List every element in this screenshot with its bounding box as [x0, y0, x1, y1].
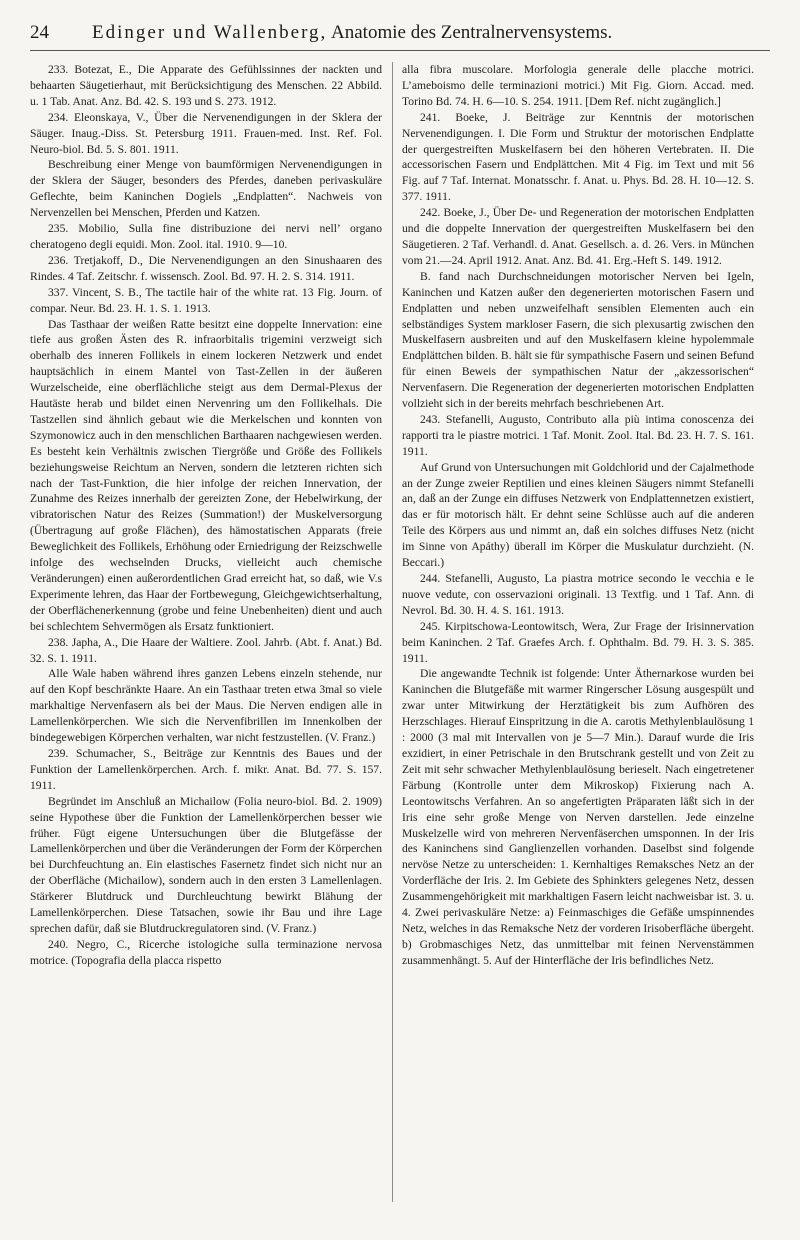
- right-column: [402, 62, 754, 1227]
- running-title: [92, 22, 612, 44]
- paragraph: 241. Boeke, J. Beiträge zur Kenntnis der motorischen Nervenendigungen. I. Die Form und Struktur der motorischen Endplatte der quergestreiften Muskelfasern bei den höheren Vertebraten. II. Die accessorischen Fasern und Endplättchen. Mit 4 Fig. im Text und mit 56 Fig. auf 7 Taf. Internat. Monatsschr. f. Anat. u. Phys. Bd. 28. H. 10—12. S. 377. 1911.: [402, 110, 754, 204]
- paragraph: Beschreibung einer Menge von baumförmigen Nervenendigungen in der Sklera der Säuger, besonders des Pferdes, daneben perivaskuläre Geflechte, beim Kaninchen Dogiels „Endplatten“. Nachweis von Nervenzellen bei Menschen, Pferden und Katzen.: [30, 158, 382, 220]
- paragraph: 244. Stefanelli, Augusto, La piastra motrice secondo le vecchia e le nuove vedute, con osservazioni originali. 13 Textfig. und 1 Taf. Ann. di Nevrol. Bd. 30. H. 4. S. 161. 1913.: [402, 572, 754, 617]
- paragraph: 240. Negro, C., Ricerche istologiche sulla terminazione nervosa motrice. (Topografia della placca rispetto: [30, 937, 382, 967]
- paragraph: 238. Japha, A., Die Haare der Waltiere. Zool. Jahrb. (Abt. f. Anat.) Bd. 32. S. 1. 1911.: [30, 635, 382, 665]
- paragraph: 245. Kirpitschowa-Leontowitsch, Wera, Zur Frage der Irisinnervation beim Kaninchen. 2 Taf. Graefes Arch. f. Ophthalm. Bd. 79. H. 3. S. 385. 1911.: [402, 619, 754, 665]
- column-divider: [392, 62, 393, 1202]
- paragraph: Auf Grund von Untersuchungen mit Goldchlorid und der Cajalmethode an der Zunge zweier Reptilien und eines kleinen Säugers nimmt Stefanelli an, daß an der Zunge ein diffuses Netzwerk von Endplattennetzen existiert, das er für motorisch hält. Er dehnt seine Schlüsse auch auf die anderen Teile des Körpers aus und nimmt an, daß ein solches diffuses Netz (nicht im Sinne von Apáthy) überall im Körper die Muskulatur durchzieht. (N. Beccari.): [402, 460, 754, 570]
- paragraph: 239. Schumacher, S., Beiträge zur Kenntnis des Baues und der Funktion der Lamellenkörperchen. Arch. f. mikr. Anat. Bd. 77. S. 157. 1911.: [30, 746, 382, 792]
- text-body: [30, 62, 770, 1227]
- left-column: [30, 62, 382, 1227]
- paragraph: alla fibra muscolare. Morfologia generale delle placche motrici. L’ameboismo delle terminazioni motrici.) Mit Fig. Giorn. Accad. med. Torino Bd. 74. H. 6—10. S. 254. 1911. [Dem Ref. nicht zugänglich.]: [402, 63, 754, 108]
- paragraph: 242. Boeke, J., Über De- und Regeneration der motorischen Endplatten und die doppelte Innervation der quergestreiften Muskelfasern bei den Säugetieren. 2 Taf. Verhandl. d. Anat. Gesellsch. a. d. 26. Vers. in München vom 21.—24. April 1912. Anat. Anz. Bd. 41. Erg.-Heft S. 149. 1912.: [402, 206, 754, 267]
- paragraph: Das Tasthaar der weißen Ratte besitzt eine doppelte Innervation: eine tiefe aus großen Ästen des R. infraorbitalis trigemini verzweigt sich oberhalb des inneren Follikels in einem lockeren Netzwerk und endet hauptsächlich in einem Mantel von Tast-Zellen in der äußeren Wurzelscheide, eine oberflächliche steigt aus dem Dermal-Plexus der Hautäste herab und bildet einen Nervenring um den Follikelhals. Die Tastzellen sind ähnlich gebaut wie die Merkelschen und konnten von Szymonowicz auch in den menschlichen Barthaaren nachgewiesen werden. Es besteht kein Verhältnis zwischen Tiergröße und Größe des Follikels beziehungsweise Reichtum an Nerven, sondern die letzteren richten sich nach der Tast-Funktion, die hier infolge der reichen Innervation, der Zunahme des Reizes innerhalb der gereizten Zone, der Hebelwirkung, der vibratorischen Natur des Reizes (Summation!) der Muskelversorgung (Übertragung auf große Flächen), des hämostatischen Apparats (freie Beweglichkeit des Follikels, Erhöhung oder Erniedrigung der Reizschwelle infolge des wechselnden Drucks, vielleicht auch chemische Veränderungen) einen außerordentlichen Grad erreicht hat, so daß, wie V.s Experimente lehren, das Haar der Fortbewegung, Gleichgewichtserhaltung, der Oberflächenerkennung (grobe und feine Unebenheiten) dient und auch bei schlechtem Sehvermögen als Ersatz funktioniert.: [30, 317, 382, 633]
- paragraph: B. fand nach Durchschneidungen motorischer Nerven bei Igeln, Kaninchen und Katzen außer den degenerierten motorischen Fasern und Endplatten und neben unzweifelhaft sensiblen Elementen auch ein selbständiges System markloser Fasern, die sich plexusartig zwischen den Muskelfasern ausbreiten und auf den Muskelfasern kleine hypolemmale Endplättchen bilden. B. hält sie für sympathische Fasern und seinen Befund für einen Beweis der sympathischen Natur der „akzessorischen“ Nervenfasern. Die Regeneration der degenerierten motorischen Endplatten vollzieht sich in der bereits mehrfach beschriebenen Art.: [402, 269, 754, 411]
- paragraph: 337. Vincent, S. B., The tactile hair of the white rat. 13 Fig. Journ. of compar. Neur. Bd. 23. H. 1. S. 1. 1913.: [30, 285, 382, 315]
- paragraph: Alle Wale haben während ihres ganzen Lebens einzeln stehende, nur auf den Kopf beschränkte Haare. An ein Tasthaar treten etwa 3mal so viele markhaltige Nervenfasern als bei der Maus. Die Nerven endigen alle in Lamellenkörperchen. Wie sich die Nervenfibrillen im Innenkolben der bindegewebigen Körperchen verhalten, war nicht festzustellen. (V. Franz.): [30, 667, 382, 745]
- paragraph: 243. Stefanelli, Augusto, Contributo alla più intima conoscenza dei rapporti tra le piastre motrici. 1 Taf. Monit. Zool. Ital. Bd. 23. H. 7. S. 161. 1911.: [402, 412, 754, 458]
- page-number: 24: [30, 22, 49, 43]
- paragraph: 233. Botezat, E., Die Apparate des Gefühlssinnes der nackten und behaarten Säugetierhaut, mit Berücksichtigung des Menschen. 22 Abbild. u. 1 Tab. Anat. Anz. Bd. 42. S. 193 und S. 273. 1912.: [30, 63, 382, 108]
- paragraph: 235. Mobilio, Sulla fine distribuzione dei nervi nell’ organo cheratogeno degli equidi. Mon. Zool. ital. 1910. 9—10.: [30, 222, 382, 251]
- paragraph: Begründet im Anschluß an Michailow (Folia neuro-biol. Bd. 2. 1909) seine Hypothese über die Funktion der Lamellenkörperchen besser wie früher. Fügt eigene Untersuchungen über die Blutgefässe der Lamellenkörperchen und über die Veränderungen der Form der Körperchen bei Durchfeuchtung an. Ein elastisches Fasernetz findet sich nicht nur an der Oberfläche (Michailow), sondern auch in den ersten 3 Lamellenlagen. Stärkerer Blutdruck und Durchleuchtung bewirkt Blähung der Lamellenkörperchen. Diese Tatsachen, sowie ihr Bau und ihre Lage sprechen dafür, daß sie Blutdruckregulatoren sind. (V. Franz.): [30, 794, 382, 935]
- paragraph: Die angewandte Technik ist folgende: Unter Äthernarkose wurden bei Kaninchen die Blutgefäße mit warmer Ringerscher Lösung ausgespült und zwar unter Mitwirkung der Herztätigkeit bis zum Aufhören des Herzschlages. Hierauf Einspritzung in die A. carotis Methylenblaulösung 1 : 2000 (3 mal mit Intervallen von je 5—7 Min.). Darauf wurde die Iris exzidiert, in einer Petrischale in den Brutschrank gestellt und von Zeit zu Zeit mit sehr schwacher Methylenblaulösung berieselt. Nach eingetretener Färbung (Kontrolle unter dem Mikroskop) Fixierung nach A. Leontowitschs Verfahren. An so angefertigten Präparaten läßt sich in der Iris eine sehr große Menge von Nerven darstellen. Jede einzelne Muskelzelle wird von mehreren Nervenfäserchen umsponnen. In der Iris des Kaninchens sind Ganglienzellen vorhanden. Daselbst sind folgende nervöse Netze zu unterscheiden: 1. Kernhaltiges Remaksches Netz an der Vorderfläche der Iris. 2. Im Gebiete des Sphinkters gelegenes Netz, dessen Zusammengehörigkeit mit markhaltigen Fasern leicht nachweisbar ist. 3. u. 4. Zwei perivaskuläre Netze: a) Feinmaschiges die Gefäße umspinnendes Netz, welches in das Remaksche Netz der vorderen Irisoberfläche übergeht. b) Grobmaschiges Netz, das unmittelbar mit feinen Nervenstämmen zusammenhängt. 5. Auf der Hinterfläche der Iris befindliches Netz.: [402, 667, 754, 967]
- running-subject: Anatomie des Zentralnervensystems.: [331, 22, 613, 43]
- paragraph: 234. Eleonskaya, V., Über die Nervenendigungen in der Sklera der Säuger. Inaug.-Diss. St. Petersburg 1911. Frauen-med. Inst. Ref. Fol. Neuro-biol. Bd. 5. S. 801. 1911.: [30, 110, 382, 156]
- running-authors: Edinger und Wallenberg,: [92, 22, 328, 43]
- paragraph: 236. Tretjakoff, D., Die Nervenendigungen an den Sinushaaren des Rindes. 4 Taf. Zeitschr. f. wissensch. Zool. Bd. 97. H. 2. S. 314. 1911.: [30, 253, 382, 283]
- running-header: [30, 20, 770, 51]
